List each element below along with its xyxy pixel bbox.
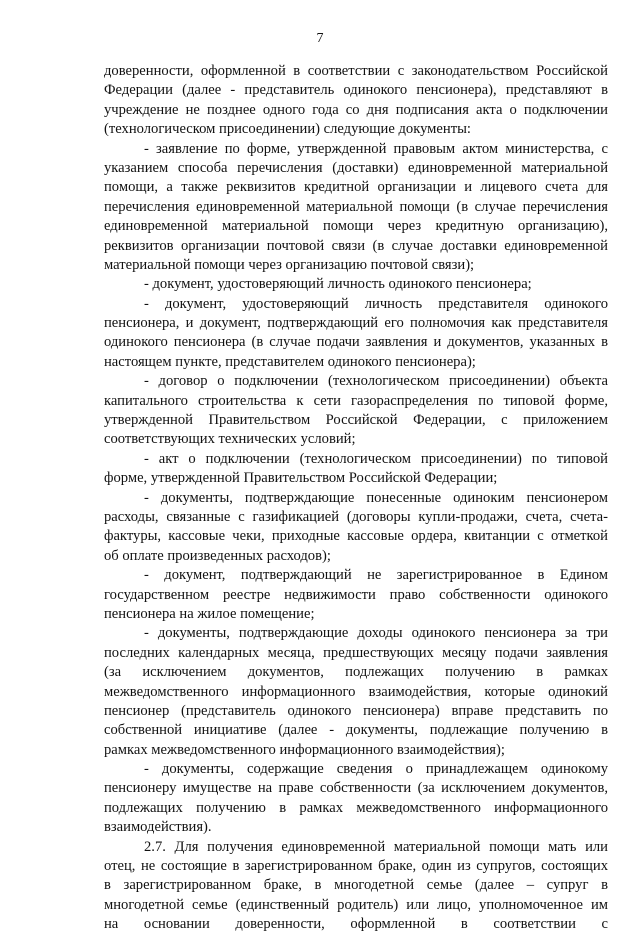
- list-item-line: - документы, содержащие сведения о принадлежащем одинокому: [144, 761, 608, 778]
- page-number: 7: [316, 31, 324, 46]
- text-line: Федерации (далее - представитель одинокого пенсионера), представляют в: [104, 82, 608, 99]
- text-line: в зарегистрированном браке, в многодетной семье (далее – супруг в: [104, 877, 608, 894]
- paragraph-start-line: 2.7. Для получения единовременной материальной помощи мать или: [144, 838, 608, 855]
- text-line: расходы, связанные с газификацией (договоры купли-продажи, счета, счета-: [104, 508, 608, 525]
- text-line: утвержденной Правительством Российской Федерации, с приложением: [104, 412, 608, 429]
- text-line: капитального строительства к сети газораспределения по типовой форме,: [104, 392, 608, 409]
- text-line: реквизитов организации почтовой связи (в случае доставки единовременной: [104, 237, 608, 254]
- text-line: фактуры, кассовые чеки, приходные кассовые ордера, квитанции с отметкой: [104, 528, 608, 545]
- list-item-line: - документы, подтверждающие доходы одинокого пенсионера за три: [144, 625, 608, 642]
- text-line: единовременной материальной помощи через кредитную организацию),: [104, 218, 608, 235]
- text-line: доверенности, оформленной в соответствии с законодательством Российской: [104, 63, 608, 79]
- text-line: собственной инициативе (далее - документы, подлежащие получению в: [104, 722, 608, 739]
- text-line: взаимодействия).: [104, 819, 212, 836]
- text-line: одинокого пенсионера (в случае подачи заявления и документов, указанных в: [104, 334, 608, 351]
- text-line: учреждение не позднее одного года со дня подписания акта о подключении: [104, 101, 608, 118]
- text-line: форме, утвержденной Правительством Российской Федерации;: [104, 470, 498, 487]
- text-line: последних календарных месяца, предшествующих месяцу подачи заявления: [104, 644, 608, 661]
- text-line: помощи, а также реквизитов кредитной организации и лицевого счета для: [104, 179, 608, 196]
- list-item-line: - договор о подключении (технологическом присоединении) объекта: [144, 373, 608, 390]
- text-line: указанием способа перечисления (доставки) единовременной материальной: [104, 159, 608, 176]
- text-line: соответствующих технических условий;: [104, 431, 356, 448]
- text-line: отец, не состоящие в зарегистрированном браке, один из супругов, состоящих: [104, 858, 608, 875]
- text-line: об оплате произведенных расходов);: [104, 547, 331, 564]
- list-item-line: - акт о подключении (технологическом присоединении) по типовой: [144, 450, 608, 467]
- text-line: межведомственного информационного взаимодействия, которые одинокий: [104, 683, 608, 700]
- text-line: пенсионеру имуществе на праве собственности (за исключением документов,: [104, 780, 608, 797]
- text-line: на основании доверенности, оформленной в соответствии с: [104, 916, 608, 933]
- text-line: (технологическом присоединении) следующие документы:: [104, 121, 471, 138]
- text-line: перечисления единовременной материальной помощи (в случае перечисления: [104, 198, 608, 215]
- text-line: многодетной семье (единственный родитель) или лицо, уполномоченное им: [104, 896, 608, 913]
- text-line: государственном реестре недвижимости право собственности одинокого: [104, 586, 608, 603]
- list-item-line: - документ, удостоверяющий личность представителя одинокого: [144, 295, 608, 312]
- text-line: настоящем пункте, представителем одинокого пенсионера);: [104, 353, 476, 370]
- text-line: пенсионера, и документ, подтверждающий его полномочия как представителя: [104, 315, 608, 332]
- text-line: (за исключением документов, подлежащих получению в рамках: [104, 664, 608, 681]
- document-body: [104, 62, 608, 935]
- list-item-line: - документы, подтверждающие понесенные одиноким пенсионером: [144, 489, 608, 506]
- list-item-line: - заявление по форме, утвержденной правовым актом министерства, с: [144, 140, 608, 157]
- text-line: рамках межведомственного информационного взаимодействия);: [104, 741, 505, 758]
- text-line: пенсионера на жилое помещение;: [104, 605, 315, 622]
- list-item-line: - документ, подтверждающий не зарегистрированное в Едином: [144, 567, 608, 584]
- text-line: подлежащих получению в рамках межведомственного информационного: [104, 799, 608, 816]
- text-line: пенсионер (представитель одинокого пенсионера) вправе представить по: [104, 702, 608, 719]
- text-line: материальной помощи через организацию почтовой связи);: [104, 256, 475, 273]
- list-item-line: - документ, удостоверяющий личность одинокого пенсионера;: [144, 276, 532, 293]
